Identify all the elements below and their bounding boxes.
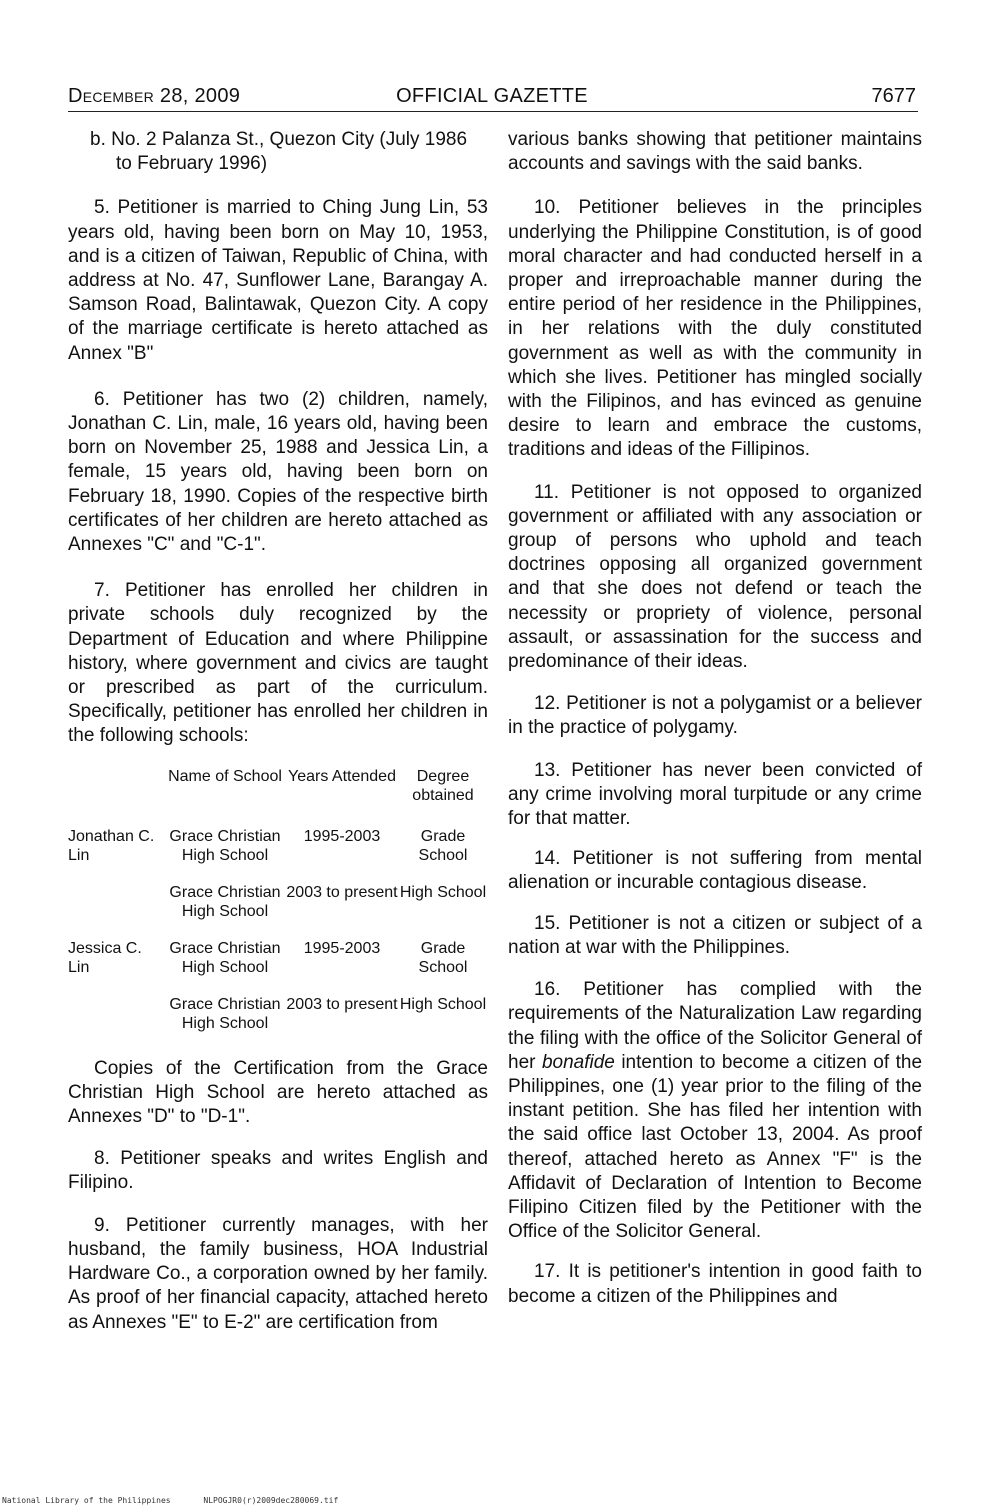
paragraph-16-part-a: 16. Petitioner has complied with the requirements of the Naturalization Law regarding the filing with the office of the Solicitor General of her [508,979,922,1073]
table-row [68,995,488,1051]
left-column [68,128,488,1335]
paragraph-5: 5. Petitioner is married to Ching Jung Lin, 53 years old, having been born on May 10, 1953, and is a citizen of Taiwan, Republic of China, with address at No. 47, Sunflower Lane, Barangay A. Samson Road, Balintawak, Quezon City. A copy of the marriage certificate is hereto attached as Annex "B" [68,197,488,364]
table-header: Degree obtained [412,767,474,804]
paragraph-7: 7. Petitioner has enrolled her children in private schools duly recognized by the Department of Education and where Philippine history, where government and civics are taught or prescribed as part of the curriculum. Specifically, petitioner has enrolled her children in the following schools: [68,580,488,747]
paragraph-15: 15. Petitioner is not a citizen or subject of a nation at war with the Philippines. [508,912,922,958]
bonafide-term: bonafide [541,1051,615,1073]
library-credit: National Library of the Philippines [2,1496,171,1505]
table-cell: High School [399,883,487,901]
table-cell: Jonathan C. Lin [68,827,155,864]
table-header-row [68,767,488,827]
table-row [68,939,488,995]
address-item-b: b. No. 2 Palanza St., Quezon City (July 1986 to February 1996) [90,129,468,175]
table-cell [68,883,164,939]
table-cell: Grace Christian High School [169,995,281,1032]
table-cell: 1995-2003 [303,939,381,957]
paragraph-11: 11. Petitioner is not opposed to organized government or affiliated with any association or group of persons who uphold and teach doctrines opposing all organized government and that she does not defend or teach the necessity or propriety of violence, personal assault, or assassination for the success and predominance of their ideas. [508,481,922,673]
header-rule [68,111,918,112]
paragraph-14: 14. Petitioner is not suffering from mental alienation or incurable contagious disease. [508,848,922,894]
page-number: 7677 [871,85,916,107]
schools-table [68,767,488,1051]
paragraph-16-part-b: intention to become a citizen of the Philippines, one (1) year prior to the filing of the instant petition. She has filed her intention with the said office last October 13, 2004. As proof thereof, attached hereto as Annex "F" is the Affidavit of Declaration of Intention to Become Filipino Citizen filed by the Petitioner with the Office of the Solicitor General. [508,1051,923,1243]
table-cell: Grace Christian High School [169,883,281,920]
certification-note: Copies of the Certification from the Grace Christian High School are hereto attached as Annexes "D" to "D-1". [68,1057,488,1128]
table-cell: Jessica C. Lin [68,939,142,976]
table-header: Name of School [168,767,282,785]
paragraph-16 [508,978,922,1244]
paragraph-9: 9. Petitioner currently manages, with her husband, the family business, HOA Industrial Hardware Co., a corporation owned by her family. As proof of her financial capacity, attached hereto as Annexes "E" to E-2" are certification from [68,1214,488,1333]
table-cell: Grade School [418,939,468,976]
paragraph-13: 13. Petitioner has never been convicted of any crime involving moral turpitude or any crime for that matter. [508,759,922,830]
file-identifier: NLPOGJR0(r)2009dec280069.tif [203,1496,339,1505]
right-column [508,128,922,1309]
table-cell: Grace Christian High School [169,827,281,864]
paragraph-10: 10. Petitioner believes in the principles underlying the Philippine Constitution, is of good moral character and had conducted herself in a proper and irreproachable manner during the entire period of her residence in the Philippines, in her relations with the duly constituted government as well as with the community in which she lives. Petitioner has mingled socially with the Filipinos, and has evinced as genuine desire to learn and embrace the customs, traditions and ideas of the Fillipinos. [508,197,922,461]
table-cell [68,995,164,1051]
scan-footer [2,1496,366,1505]
table-cell: Grade School [418,827,468,864]
table-cell: Grace Christian High School [169,939,281,976]
issue-date: December 28, 2009 [68,85,241,107]
table-row [68,827,488,883]
table-cell: High School [399,995,487,1013]
publication-title: OFFICIAL GAZETTE [396,85,588,107]
paragraph-12: 12. Petitioner is not a polygamist or a believer in the practice of polygamy. [508,693,922,739]
table-header: Years Attended [288,767,396,785]
page-header [68,84,916,112]
table-cell: 1995-2003 [303,827,381,845]
table-cell: 2003 to present [286,995,398,1013]
table-cell: 2003 to present [286,883,398,901]
paragraph-9-continued: various banks showing that petitioner maintains accounts and savings with the said banks. [508,129,922,175]
table-header [68,767,164,827]
table-row [68,883,488,939]
paragraph-8: 8. Petitioner speaks and writes English and Filipino. [68,1148,488,1194]
paragraph-6: 6. Petitioner has two (2) children, namely, Jonathan C. Lin, male, 16 years old, having been born on November 25, 1988 and Jessica Lin, a female, 15 years old, having been born on February 18, 1990. Copies of the respective birth certificates of her children are hereto attached as Annexes "C" and "C-1". [68,388,488,556]
paragraph-17: 17. It is petitioner's intention in good faith to become a citizen of the Philippines and [508,1261,922,1307]
